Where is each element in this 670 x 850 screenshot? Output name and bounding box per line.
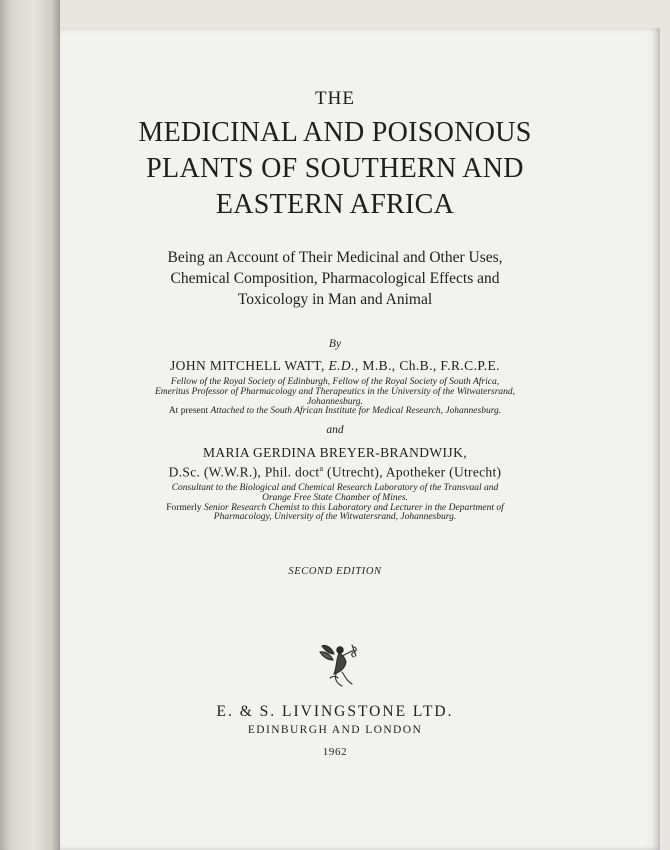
and-label: and xyxy=(326,424,344,436)
author-1-affiliation-4 xyxy=(0,406,670,416)
title-line-2: PLANTS OF SOUTHERN AND xyxy=(146,153,524,184)
author-1-degrees: M.B., Ch.B., F.R.C.P.E. xyxy=(362,358,500,373)
author-1-affiliation-3: Johannesburg. xyxy=(307,397,363,407)
publisher-city: EDINBURGH AND LONDON xyxy=(247,724,423,736)
author-1-affiliation-4-rest: Attached to the South African Institute for Medical Research, Johannesburg. xyxy=(210,406,502,416)
title-line-1: MEDICINAL AND POISONOUS xyxy=(138,117,532,148)
author-2-degrees xyxy=(0,464,670,481)
winged-figure-emblem-icon xyxy=(312,636,368,692)
subtitle-line-2: Chemical Composition, Pharmacological Effects and xyxy=(170,270,500,287)
title-article: THE xyxy=(315,88,355,109)
author-1-affiliation-2: Emeritus Professor of Pharmacology and Therapeutics in the University of the Witwatersrand, xyxy=(154,387,516,397)
subtitle-line-3: Toxicology in Man and Animal xyxy=(237,291,433,308)
author-1-ed: E.D., xyxy=(328,358,359,373)
edition-label: SECOND EDITION xyxy=(288,566,382,577)
author-1-affiliation-4-prefix: At present xyxy=(168,406,209,416)
author-2-degrees-superscript: a xyxy=(319,464,324,473)
author-2-affiliation-3-prefix: Formerly xyxy=(166,503,202,513)
publisher-name: E. & S. LIVINGSTONE LTD. xyxy=(216,703,454,720)
author-1-affiliation-1: Fellow of the Royal Society of Edinburgh, Fellow of the Royal Society of South Africa, xyxy=(170,377,500,387)
author-2-affiliation-2: Orange Free State Chamber of Mines. xyxy=(262,493,408,503)
title-line-3: EASTERN AFRICA xyxy=(215,189,455,220)
author-2-affiliation-3-rest: Senior Research Chemist to this Laboratory and Lecturer in the Department of xyxy=(203,503,504,513)
author-2-degrees-a: D.Sc. (W.W.R.), Phil. doct xyxy=(168,464,320,480)
author-1-name: JOHN MITCHELL WATT, xyxy=(170,358,325,373)
publication-year: 1962 xyxy=(322,746,348,758)
author-2-name: MARIA GERDINA BREYER-BRANDWIJK, xyxy=(202,445,468,460)
author-2-affiliation-4: Pharmacology, University of the Witwatersrand, Johannesburg. xyxy=(213,512,457,522)
author-2-affiliation-1: Consultant to the Biological and Chemical Research Laboratory of the Transvaal and xyxy=(171,483,499,493)
subtitle-line-1: Being an Account of Their Medicinal and Other Uses, xyxy=(167,249,503,266)
by-label: By xyxy=(328,338,342,350)
author-1-name-line xyxy=(0,358,670,374)
author-2-degrees-b: (Utrecht), Apotheker (Utrecht) xyxy=(323,464,502,480)
